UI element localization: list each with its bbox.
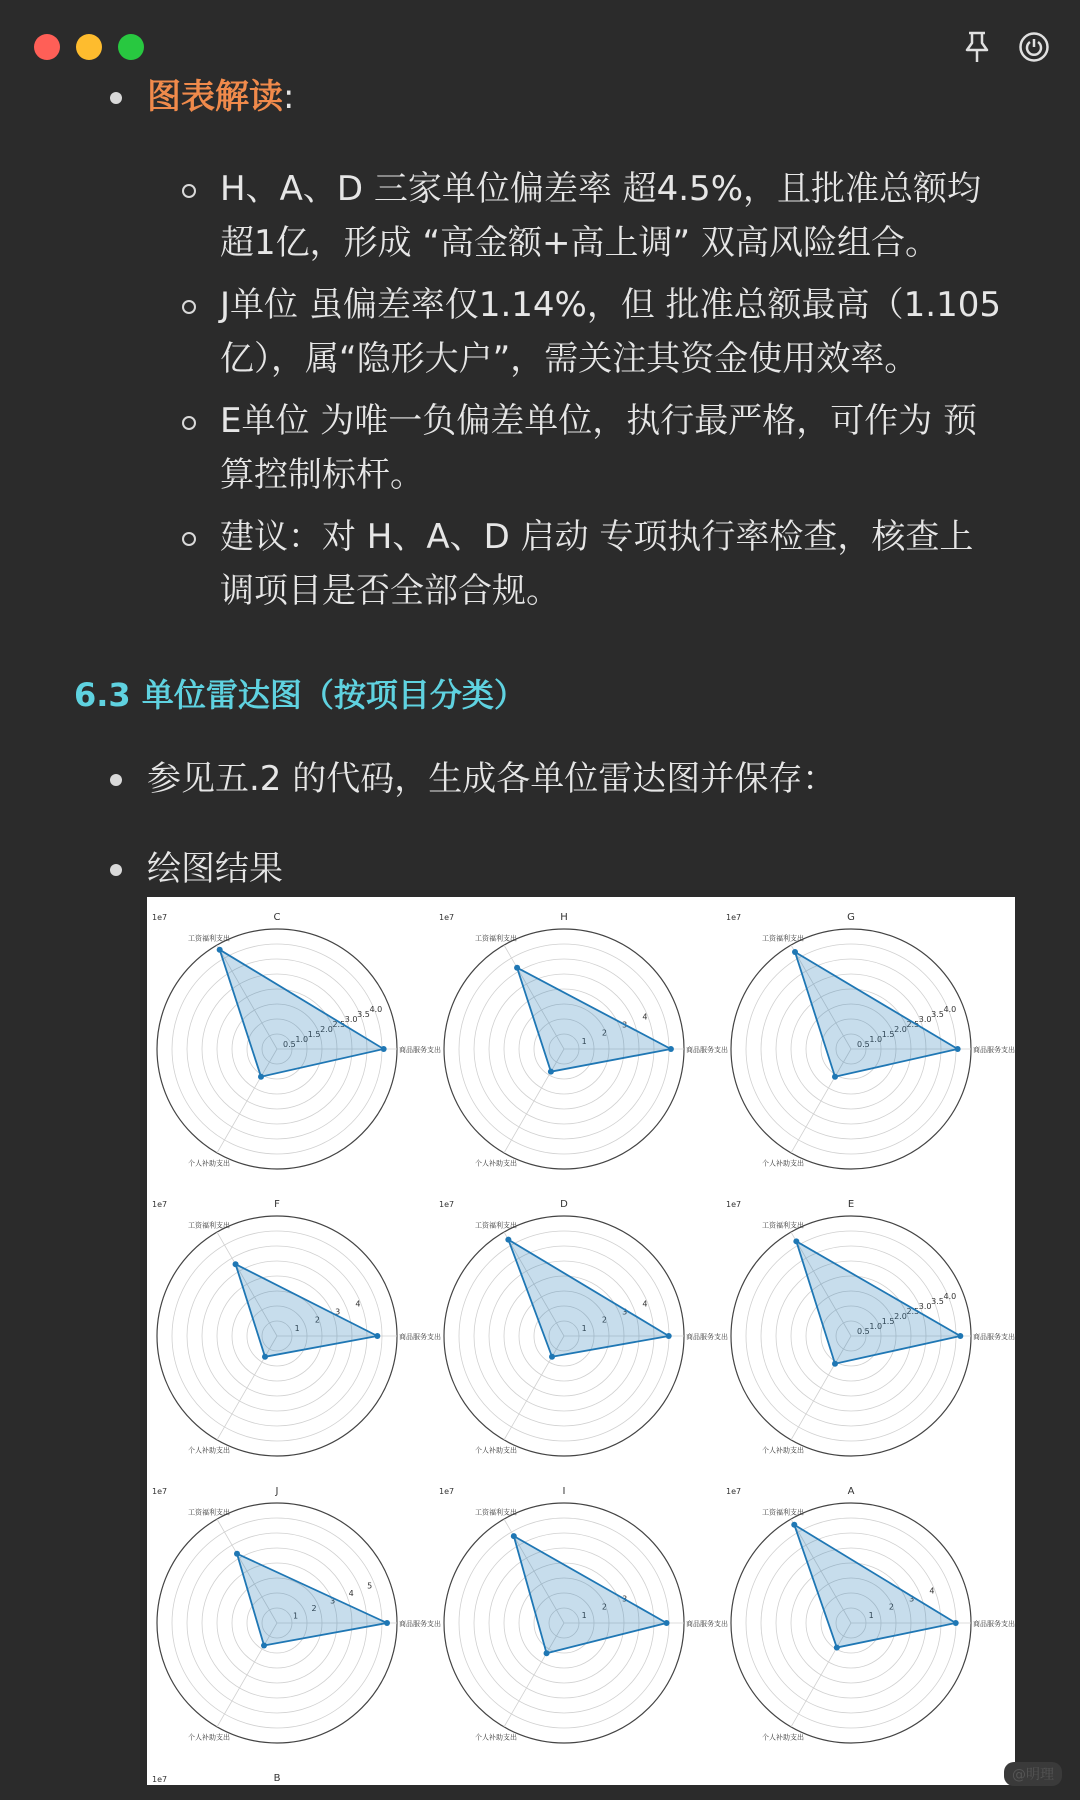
data-point — [791, 1522, 797, 1528]
tick-label: 2.5 — [332, 1020, 346, 1030]
axis-label: 工资福利支出 — [188, 934, 230, 943]
axis-label: 商品服务支出 — [973, 1620, 1015, 1628]
tick-label: 0.5 — [282, 1040, 296, 1050]
insight-line: J单位 虽偏差率仅1.14%，但 批准总额最高（1.105 — [220, 285, 1001, 325]
offset-label: 1e7 — [152, 913, 168, 922]
data-point — [834, 1645, 840, 1651]
reference-text: 参见五.2 的代码，生成各单位雷达图并保存： — [147, 759, 837, 799]
pin-icon[interactable] — [962, 30, 992, 64]
section-title-line — [147, 70, 294, 124]
tick-label: 4.0 — [943, 1292, 957, 1302]
sub-bullet-circle — [182, 174, 212, 204]
axis-label: 个人补助支出 — [475, 1733, 517, 1742]
axis-label: 工资福利支出 — [188, 1508, 230, 1517]
chart-title: J — [275, 1486, 279, 1497]
tick-label: 3 — [909, 1594, 915, 1604]
tick-label: 2.0 — [320, 1025, 333, 1035]
bullet-dot — [110, 82, 140, 112]
tick-label: 1.5 — [307, 1030, 321, 1040]
axis-label: 工资福利支出 — [475, 1508, 517, 1517]
tick-label: 1.5 — [881, 1317, 895, 1327]
tick-label: 1 — [581, 1610, 587, 1620]
axis-label: 商品服务支出 — [686, 1333, 728, 1341]
tick-label: 2.0 — [894, 1312, 907, 1322]
bullet-dot — [110, 764, 140, 794]
chart-title: C — [273, 912, 281, 923]
tick-label: 0.5 — [856, 1327, 870, 1337]
tick-label: 1 — [292, 1611, 299, 1621]
data-point — [668, 1046, 674, 1052]
tick-label: 4 — [355, 1299, 361, 1309]
axis-label: 个人补助支出 — [762, 1446, 804, 1455]
offset-label: 1e7 — [152, 1487, 168, 1496]
sub-bullet-circle — [182, 522, 212, 552]
axis-label: 个人补助支出 — [188, 1446, 230, 1455]
chart-title: D — [560, 1199, 568, 1210]
insight-line: 建议：对 H、A、D 启动 专项执行率检查，核查上 — [220, 517, 974, 557]
data-point — [262, 1354, 268, 1360]
tick-label: 1 — [581, 1323, 587, 1333]
bullet-dot — [110, 854, 140, 884]
axis-label: 个人补助支出 — [188, 1159, 230, 1168]
data-point — [234, 1551, 240, 1557]
data-point — [832, 1361, 838, 1367]
offset-label: 1e7 — [726, 913, 742, 922]
tick-label: 4.0 — [943, 1005, 957, 1015]
chart-title: A — [847, 1486, 855, 1497]
data-point — [548, 1069, 554, 1075]
tick-label: 3 — [622, 1307, 628, 1317]
minimize-window-button[interactable] — [76, 34, 102, 60]
insight-line: 算控制标杆。 — [220, 455, 424, 495]
offset-label: 1e7 — [726, 1487, 742, 1496]
data-point — [511, 1533, 517, 1539]
zoom-window-button[interactable] — [118, 34, 144, 60]
axis-label: 工资福利支出 — [188, 1221, 230, 1230]
tick-label: 3.5 — [357, 1010, 370, 1020]
data-point — [505, 1237, 511, 1243]
axis-label: 商品服务支出 — [686, 1046, 728, 1054]
data-point — [792, 949, 798, 955]
axis-label: 工资福利支出 — [762, 1221, 804, 1230]
tick-label: 3 — [622, 1594, 628, 1604]
chart-title: F — [274, 1199, 280, 1210]
insight-line: 调项目是否全部合规。 — [220, 571, 560, 611]
data-point — [832, 1074, 838, 1080]
data-point — [666, 1333, 672, 1339]
tick-label: 2 — [601, 1602, 608, 1612]
section-heading: 6.3 单位雷达图（按项目分类） — [74, 676, 526, 714]
data-point — [233, 1261, 239, 1267]
tick-label: 2.5 — [906, 1307, 920, 1317]
data-point — [261, 1643, 267, 1649]
insight-line: 亿），属“隐形大户”，需关注其资金使用效率。 — [220, 339, 919, 379]
watermark: @明理 — [1004, 1762, 1062, 1786]
axis-label: 商品服务支出 — [399, 1333, 441, 1341]
data-point — [549, 1354, 555, 1360]
tick-label: 1 — [581, 1036, 587, 1046]
tick-label: 1 — [868, 1610, 874, 1620]
tick-label: 2 — [311, 1604, 317, 1614]
offset-label: 1e7 — [439, 913, 455, 922]
data-point — [544, 1650, 550, 1656]
offset-label: 1e7 — [439, 1200, 455, 1209]
chart-title: E — [847, 1199, 855, 1210]
axis-label: 商品服务支出 — [686, 1620, 728, 1628]
insight-line: H、A、D 三家单位偏差率 超4.5%，且批准总额均 — [220, 169, 981, 209]
axis-label: 商品服务支出 — [973, 1046, 1015, 1054]
axis-label: 个人补助支出 — [475, 1446, 517, 1455]
data-polygon — [508, 1240, 668, 1357]
tick-label: 2 — [601, 1028, 608, 1038]
axis-label: 工资福利支出 — [475, 934, 517, 943]
axis-label: 个人补助支出 — [762, 1733, 804, 1742]
sub-bullet-circle — [182, 290, 212, 320]
tick-label: 2.5 — [906, 1020, 920, 1030]
data-point — [374, 1333, 380, 1339]
tick-label: 4 — [642, 1012, 648, 1022]
data-point — [384, 1620, 390, 1626]
chart-title: I — [562, 1486, 566, 1497]
insight-line: E单位 为唯一负偏差单位，执行最严格，可作为 预 — [220, 401, 978, 441]
offset-label: 1e7 — [152, 1775, 168, 1784]
tick-label: 3.0 — [918, 1302, 932, 1312]
window-controls — [34, 34, 144, 60]
tick-label: 1.0 — [869, 1035, 883, 1045]
chart-title: B — [273, 1773, 281, 1784]
data-polygon — [517, 968, 671, 1072]
data-polygon — [237, 1554, 387, 1646]
data-point — [217, 947, 223, 953]
tick-label: 1.0 — [295, 1035, 309, 1045]
tick-label: 3.5 — [931, 1010, 944, 1020]
section-title-colon: : — [283, 77, 295, 117]
axis-label: 工资福利支出 — [762, 934, 804, 943]
tick-label: 1.0 — [869, 1322, 883, 1332]
axis-label: 工资福利支出 — [762, 1508, 804, 1517]
data-point — [664, 1620, 670, 1626]
power-icon[interactable] — [1018, 31, 1050, 63]
close-window-button[interactable] — [34, 34, 60, 60]
axis-label: 商品服务支出 — [973, 1333, 1015, 1341]
tick-label: 4.0 — [369, 1005, 383, 1015]
data-point — [953, 1620, 959, 1626]
tick-label: 3.0 — [344, 1015, 358, 1025]
offset-label: 1e7 — [152, 1200, 168, 1209]
chart-title: G — [847, 912, 855, 923]
tick-label: 2 — [314, 1315, 321, 1325]
tick-label: 3.0 — [918, 1015, 932, 1025]
tick-label: 1 — [294, 1323, 300, 1333]
axis-label: 个人补助支出 — [762, 1159, 804, 1168]
tick-label: 2 — [601, 1315, 608, 1325]
data-point — [955, 1046, 961, 1052]
axis-label: 商品服务支出 — [399, 1046, 441, 1054]
tick-label: 3.5 — [931, 1297, 944, 1307]
tick-label: 3 — [335, 1307, 341, 1317]
tick-label: 1.5 — [881, 1030, 895, 1040]
data-point — [793, 1238, 799, 1244]
axis-label: 商品服务支出 — [399, 1620, 441, 1628]
tick-label: 4 — [348, 1589, 354, 1599]
tick-label: 2.0 — [894, 1025, 907, 1035]
tick-label: 4 — [642, 1299, 648, 1309]
tick-label: 3 — [330, 1596, 336, 1606]
chart-title: H — [560, 912, 568, 923]
radar-chart-image — [147, 897, 1015, 1785]
result-label: 绘图结果 — [147, 849, 283, 889]
radar-grid — [147, 897, 1015, 1785]
tick-label: 5 — [367, 1581, 373, 1591]
axis-label: 个人补助支出 — [188, 1733, 230, 1742]
tick-label: 3 — [622, 1020, 628, 1030]
offset-label: 1e7 — [726, 1200, 742, 1209]
offset-label: 1e7 — [439, 1487, 455, 1496]
tick-label: 4 — [929, 1586, 935, 1596]
tick-label: 0.5 — [856, 1040, 870, 1050]
data-point — [514, 965, 520, 971]
data-point — [381, 1046, 387, 1052]
axis-label: 工资福利支出 — [475, 1221, 517, 1230]
insight-line: 超1亿，形成 “高金额+高上调” 双高风险组合。 — [220, 223, 939, 263]
data-point — [258, 1074, 264, 1080]
section-title: 图表解读 — [147, 77, 283, 117]
tick-label: 2 — [888, 1602, 895, 1612]
data-point — [957, 1333, 963, 1339]
axis-label: 个人补助支出 — [475, 1159, 517, 1168]
data-polygon — [236, 1264, 378, 1357]
sub-bullet-circle — [182, 406, 212, 436]
